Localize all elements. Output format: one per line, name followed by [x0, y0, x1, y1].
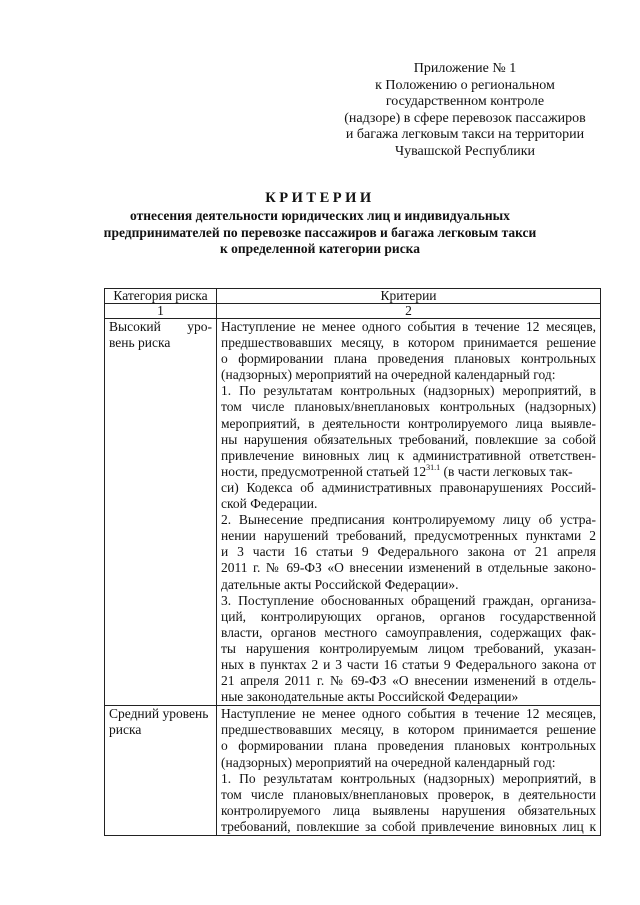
- criteria-line: том числе плановых/внеплановых контрольных (надзорных): [221, 399, 596, 415]
- criteria-line: си) Кодекса об административных правонарушениях Россий-: [221, 479, 596, 495]
- column-number-2: 2: [217, 304, 601, 319]
- criteria-line: 3. Поступление обоснованных обращений граждан, организа-: [221, 592, 596, 608]
- criteria-line: о формировании плана проведения плановых контрольных: [221, 738, 596, 754]
- subtitle-line: к определенной категории риска: [219, 241, 421, 256]
- criteria-line: предшествовавших месяцу, в котором принимается решение: [221, 722, 596, 738]
- criteria-line: 1. По результатам контрольных (надзорных) мероприятий, в: [221, 770, 596, 786]
- table-number-row: [105, 304, 601, 319]
- article-tail: (в части легковых так-: [440, 463, 573, 479]
- criteria-line: 1. По результатам контрольных (надзорных) мероприятий, в: [221, 383, 596, 399]
- category-cell: [105, 319, 217, 706]
- header-criteria: Критерии: [217, 289, 601, 304]
- criteria-line: ные законодательные акты Российской Федерации»: [221, 689, 519, 705]
- criteria-line: предшествовавших месяцу, в котором принимается решение: [221, 335, 596, 351]
- category-line: риска: [109, 722, 142, 738]
- criteria-line: дательные акты Российской Федерации».: [221, 576, 459, 592]
- article-text: ности, предусмотренной статьей 12: [221, 463, 427, 479]
- document-subtitle: [80, 208, 560, 258]
- criteria-cell: [217, 706, 601, 836]
- criteria-line: 21 апреля 2011 г. № 69-ФЗ «О внесении изменений в отдель-: [221, 673, 596, 689]
- article-superscript: 31.1: [426, 463, 441, 472]
- criteria-line: том числе плановых/внеплановых проверок, в деятельности: [221, 786, 596, 802]
- criteria-line: о формировании плана проведения плановых контрольных: [221, 351, 596, 367]
- category-cell: [105, 706, 217, 836]
- subtitle-line: отнесения деятельности юридических лиц и индивидуальных: [130, 208, 510, 223]
- table-row-high-risk: [105, 319, 601, 706]
- category-line: Высокий уро-: [109, 319, 212, 334]
- criteria-line: ской Федерации.: [221, 496, 318, 512]
- criteria-line: 2011 г. № 69-ФЗ «О внесении изменений в отдельные законо-: [221, 560, 596, 576]
- criteria-line: Наступление не менее одного события в течение 12 месяцев,: [221, 319, 596, 334]
- criteria-line: власти, органов местного самоуправления, содержащих фак-: [221, 624, 596, 640]
- table-header-row: [105, 289, 601, 304]
- header-category: Категория риска: [105, 289, 217, 304]
- appendix-line: (надзоре) в сфере перевозок пассажиров: [344, 110, 586, 126]
- appendix-line: государственном контроле: [385, 94, 545, 109]
- criteria-line: и 3 части 16 статьи 9 Федерального закона от 21 апреля: [221, 544, 596, 560]
- criteria-line: контролируемого лица выявлены нарушения обязательных: [221, 802, 596, 818]
- category-line: Средний уровень: [109, 706, 209, 722]
- criteria-line-article: [221, 464, 596, 480]
- appendix-line: к Положению о региональном: [375, 77, 555, 93]
- criteria-line: ты нарушения контролируемым лицом требований, указан-: [221, 640, 596, 656]
- criteria-line: ных в пунктах 2 и 3 части 16 статьи 9 Федерального закона от: [221, 656, 596, 672]
- criteria-line: Наступление не менее одного события в течение 12 месяцев,: [221, 706, 596, 722]
- criteria-line: ций, контролирующих органов, органов государственной: [221, 608, 596, 624]
- criteria-line: привлечение виновных лиц к административной ответствен-: [221, 447, 596, 463]
- criteria-line: нении нарушений требований, предусмотренных пунктами 2: [221, 528, 596, 544]
- criteria-line: ны нарушения обязательных требований, повлекшие за собой: [221, 431, 596, 447]
- appendix-header: [330, 61, 600, 160]
- document-title: КРИТЕРИИ: [265, 190, 375, 206]
- criteria-line: мероприятий, в деятельности контролируемого лица выявле-: [221, 415, 596, 431]
- table-row-medium-risk: [105, 706, 601, 836]
- category-line: вень риска: [109, 335, 171, 351]
- subtitle-line: предпринимателей по перевозке пассажиров и багажа легковым такси: [103, 224, 537, 240]
- criteria-line: (надзорных) мероприятий на очередной календарный год:: [221, 367, 556, 383]
- appendix-line: Чувашской Республики: [394, 143, 536, 159]
- appendix-line: Приложение № 1: [413, 61, 517, 76]
- appendix-line: и багажа легковым такси на территории: [345, 127, 585, 142]
- criteria-line: (надзорных) мероприятий на очередной календарный год:: [221, 754, 556, 770]
- column-number-1: 1: [105, 304, 217, 319]
- criteria-line: 2. Вынесение предписания контролируемому лицу об устра-: [221, 512, 596, 528]
- criteria-table: [104, 288, 601, 836]
- criteria-cell: [217, 319, 601, 706]
- criteria-line: требований, повлекшие за собой привлечение виновных лиц к: [221, 818, 596, 834]
